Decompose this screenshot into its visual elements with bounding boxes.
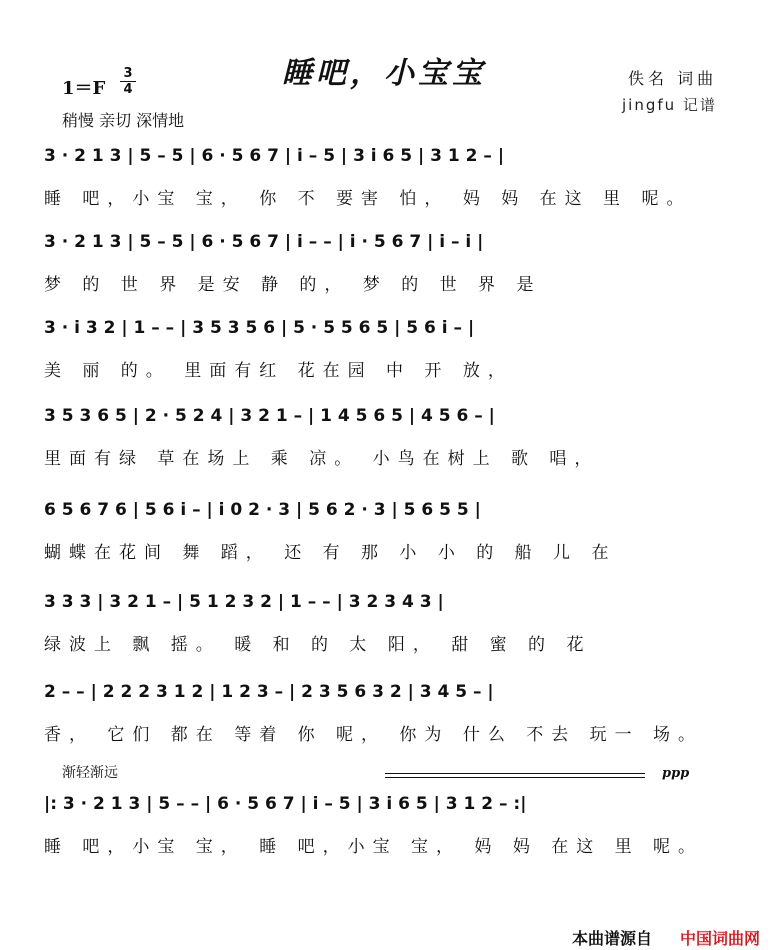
score-line-4 bbox=[44, 406, 744, 468]
lyrics-line: 美 丽 的。 里面有红 花在园 中 开 放， bbox=[44, 361, 513, 381]
source-label: 本曲谱源自 bbox=[572, 929, 653, 948]
notation-line: 3 · i 3 2 | 1 – – | 3 5 3 5 6 | 5 · 5 5 6 5 | 5 6 i – | bbox=[44, 318, 475, 338]
lyrics-line: 蝴蝶在花间 舞 蹈， 还 有 那 小 小 的 船 儿 在 bbox=[44, 543, 617, 563]
score-line-5 bbox=[44, 500, 744, 562]
notation-line: 6 5 6 7 6 | 5 6 i – | i 0 2 · 3 | 5 6 2 · 3 | 5 6 5 5 | bbox=[44, 500, 481, 520]
diminuendo-hairpin-lower bbox=[385, 777, 645, 778]
tempo-marking: 稍慢 亲切 深情地 bbox=[62, 111, 185, 130]
expression-marking: 渐轻渐远 bbox=[62, 765, 118, 781]
site-link[interactable]: 中国词曲网 bbox=[680, 929, 761, 948]
notation-line: |: 3 · 2 1 3 | 5 – – | 6 · 5 6 7 | i – 5 | 3 i 6 5 | 3 1 2 – :| bbox=[44, 794, 527, 814]
lyrics-line: 睡 吧，小宝 宝， 你 不 要害 怕， 妈 妈 在这 里 呢。 bbox=[44, 189, 692, 209]
notation-line: 3 5 3 6 5 | 2 · 5 2 4 | 3 2 1 – | 1 4 5 6 5 | 4 5 6 – | bbox=[44, 406, 495, 426]
meter-bottom: 4 bbox=[120, 81, 136, 97]
meter-top: 3 bbox=[123, 66, 133, 81]
song-title: 睡吧，小宝宝 bbox=[282, 56, 486, 91]
credit-author: 佚名 词曲 bbox=[628, 69, 718, 88]
score-line-8 bbox=[44, 794, 744, 856]
time-signature bbox=[120, 66, 136, 97]
score-line-7 bbox=[44, 682, 744, 744]
lyrics-line: 里面有绿 草在场上 乘 凉。 小鸟在树上 歌 唱， bbox=[44, 449, 600, 469]
score-line-2 bbox=[44, 232, 744, 294]
notation-line: 3 3 3 | 3 2 1 – | 5 1 2 3 2 | 1 – – | 3 2 3 4 3 | bbox=[44, 592, 444, 612]
lyrics-line: 睡 吧，小宝 宝， 睡 吧，小宝 宝， 妈 妈 在这 里 呢。 bbox=[44, 837, 704, 857]
notation-line: 3 · 2 1 3 | 5 – 5 | 6 · 5 6 7 | i – – | i · 5 6 7 | i – i | bbox=[44, 232, 484, 252]
diminuendo-hairpin-upper bbox=[385, 773, 645, 774]
dynamic-marking: ppp bbox=[662, 766, 690, 781]
score-line-6 bbox=[44, 592, 744, 654]
key-signature: 1＝F bbox=[62, 78, 106, 99]
notation-line: 3 · 2 1 3 | 5 – 5 | 6 · 5 6 7 | i – 5 | 3 i 6 5 | 3 1 2 – | bbox=[44, 146, 505, 166]
lyrics-line: 梦 的 世 界 是安 静 的， 梦 的 世 界 是 bbox=[44, 275, 542, 295]
credit-transcriber: jingfu 记谱 bbox=[622, 96, 717, 114]
notation-line: 2 – – | 2 2 2 3 1 2 | 1 2 3 – | 2 3 5 6 3 2 | 3 4 5 – | bbox=[44, 682, 494, 702]
score-line-1 bbox=[44, 146, 744, 208]
lyrics-line: 绿波上 飘 摇。 暖 和 的 太 阳， 甜 蜜 的 花 bbox=[44, 635, 592, 655]
lyrics-line: 香， 它们 都在 等着 你 呢， 你为 什么 不去 玩一 场。 bbox=[44, 725, 704, 745]
score-line-3 bbox=[44, 318, 744, 380]
